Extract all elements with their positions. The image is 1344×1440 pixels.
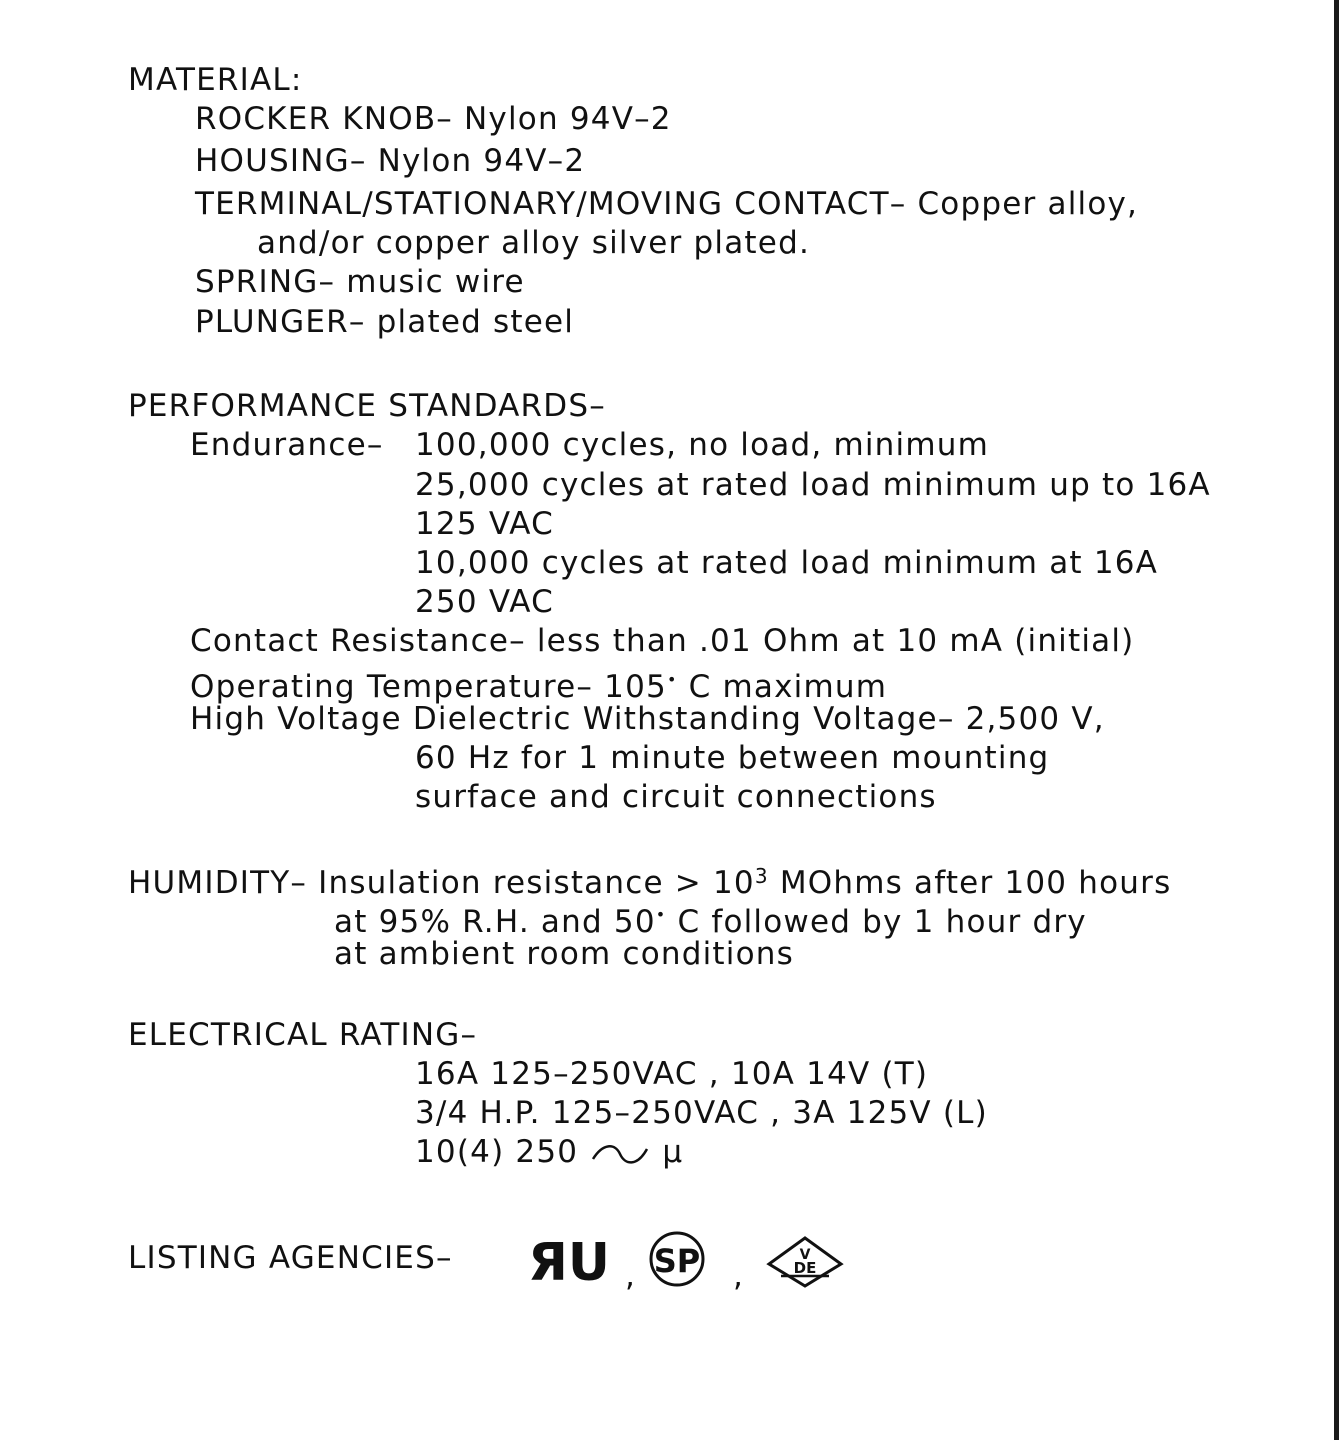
csa-logo [648,1228,708,1290]
ul-recognized-logo [528,1234,610,1288]
humidity-text-a: HUMIDITY– Insulation resistance > 10 [128,865,755,901]
material-plunger: PLUNGER– plated steel [195,304,575,340]
endurance-line-2: 25,000 cycles at rated load minimum up to 16A [415,467,1211,503]
listing-heading: LISTING AGENCIES– [128,1240,453,1276]
humidity-line-2 [334,897,1087,940]
operating-temperature-text: Operating Temperature– 105 [190,669,667,705]
endurance-line-3: 125 VAC [415,506,554,542]
humidity-exponent: 3 [754,864,769,888]
humidity-line-1 [128,858,1171,901]
operating-temperature-unit: C maximum [677,669,888,705]
electrical-line-2: 3/4 H.P. 125–250VAC , 3A 125V (L) [415,1095,988,1131]
material-terminal-contact: TERMINAL/STATIONARY/MOVING CONTACT– Copper alloy, [195,186,1139,222]
material-heading: MATERIAL: [128,62,303,98]
material-rocker-knob: ROCKER KNOB– Nylon 94V–2 [195,101,672,137]
logo-separator-1: , [625,1258,635,1294]
contact-resistance: Contact Resistance– less than .01 Ohm at 10 mA (initial) [190,623,1135,659]
ul-mark-text: ЯU [528,1234,610,1288]
endurance-line-1: 100,000 cycles, no load, minimum [415,427,989,463]
high-voltage-dielectric: High Voltage Dielectric Withstanding Voltage– 2,500 V, [190,701,1105,737]
high-voltage-cont-2: surface and circuit connections [415,779,937,815]
electrical-line-1: 16A 125–250VAC , 10A 14V (T) [415,1056,929,1092]
page-edge-line [1334,0,1339,1440]
humidity-line-2-b: C followed by 1 hour dry [666,904,1087,940]
material-terminal-contact-cont: and/or copper alloy silver plated. [257,225,810,261]
vde-logo [765,1234,845,1288]
performance-heading: PERFORMANCE STANDARDS– [128,388,606,424]
degree-symbol: • [666,670,678,689]
vde-mark-de: DE [793,1259,817,1277]
ac-tilde-icon [589,1139,651,1169]
endurance-line-5: 250 VAC [415,584,554,620]
humidity-text-b: MOhms after 100 hours [768,865,1172,901]
electrical-line-3 [415,1134,683,1170]
csa-mark-text: SP [653,1242,701,1280]
material-spring: SPRING– music wire [195,264,525,300]
degree-symbol: • [655,905,667,924]
material-housing: HOUSING– Nylon 94V–2 [195,143,586,179]
electrical-line-3-text: 10(4) 250 [415,1134,579,1170]
humidity-line-3: at ambient room conditions [334,936,794,972]
high-voltage-cont-1: 60 Hz for 1 minute between mounting [415,740,1050,776]
vde-mark-v: V [799,1247,811,1263]
endurance-line-4: 10,000 cycles at rated load minimum at 16A [415,545,1159,581]
electrical-heading: ELECTRICAL RATING– [128,1017,478,1053]
humidity-line-2-a: at 95% R.H. and 50 [334,904,656,940]
endurance-label: Endurance– [190,427,384,463]
micro-symbol: μ [662,1134,684,1170]
operating-temperature [190,662,887,705]
logo-separator-2: , [733,1258,743,1294]
